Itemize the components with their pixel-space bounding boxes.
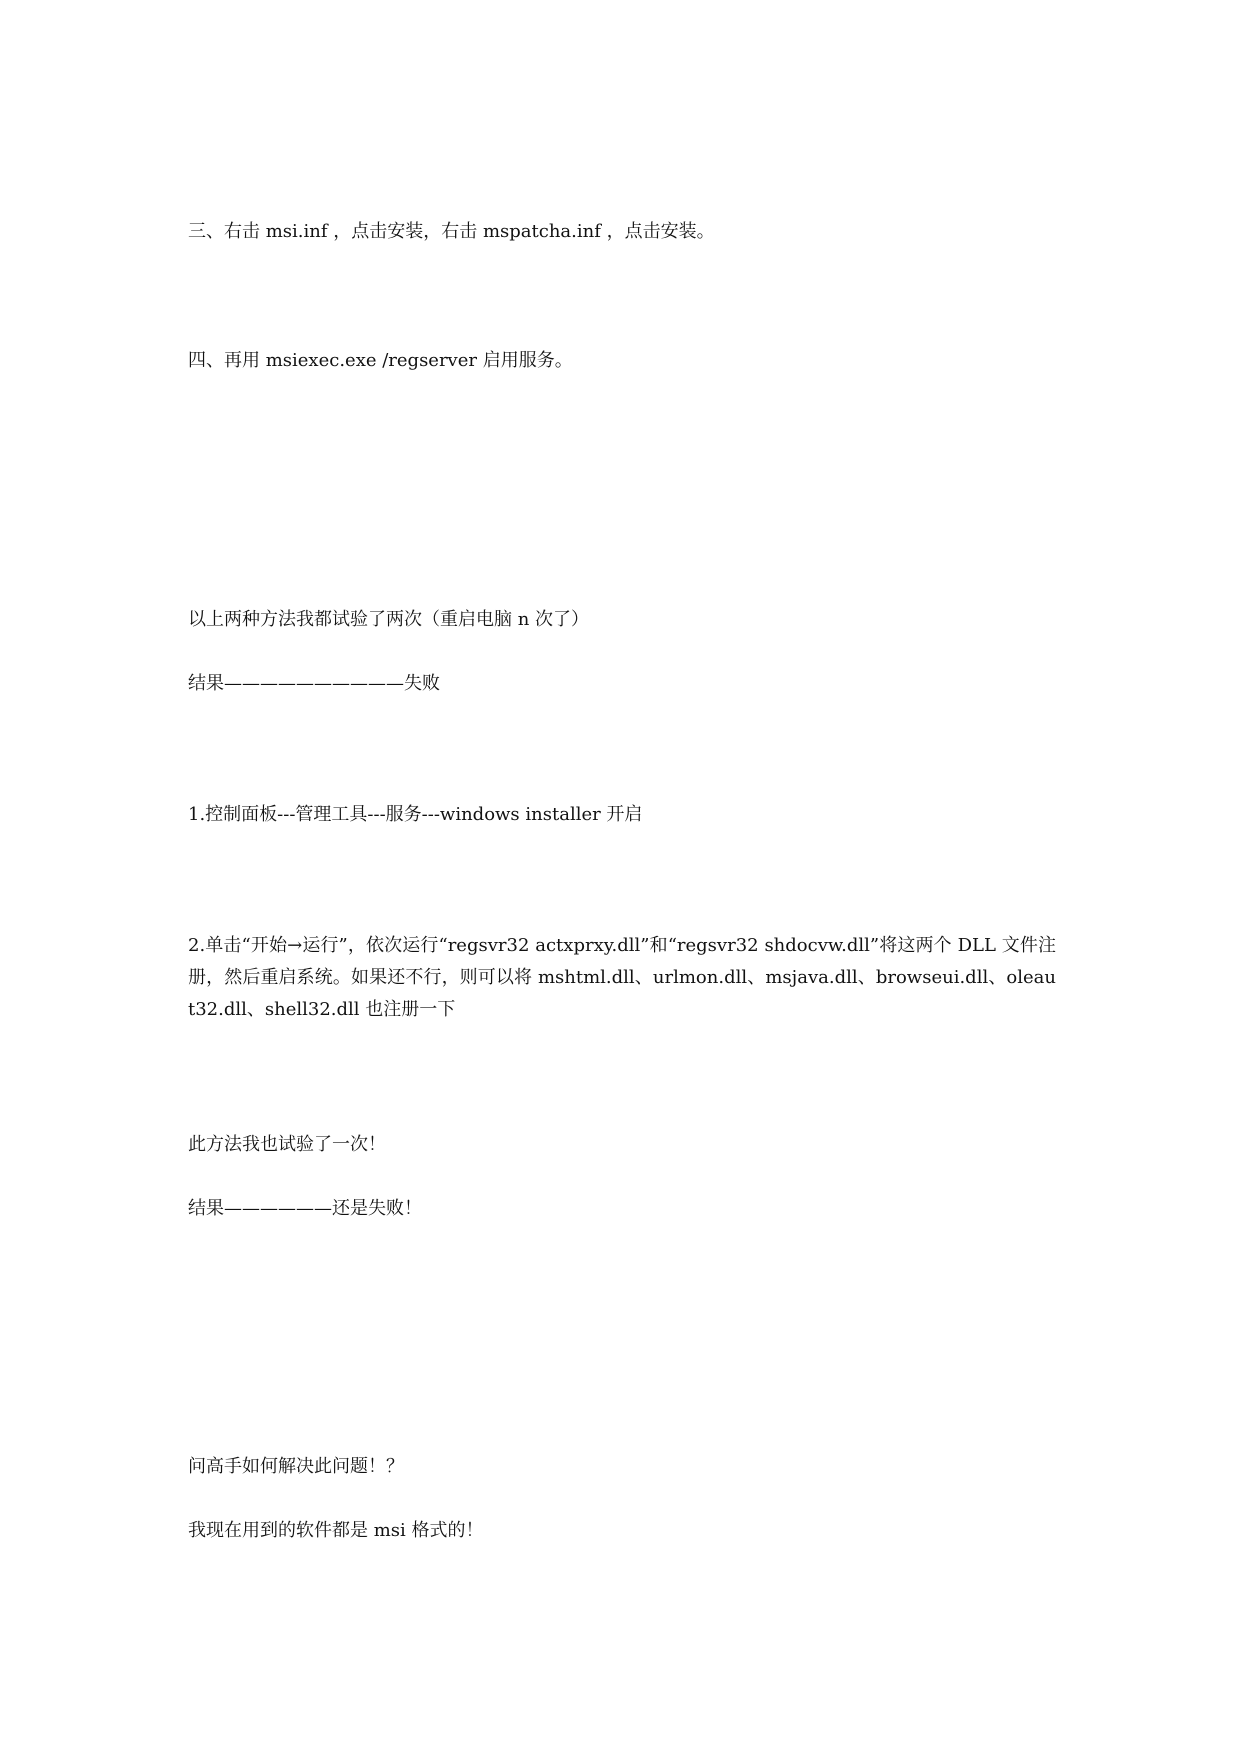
paragraph-tried-once: 此方法我也试验了一次！ bbox=[188, 1134, 386, 1155]
paragraph-question: 问高手如何解决此问题！？ bbox=[188, 1456, 404, 1477]
paragraph-method-two: 2.单击“开始→运行”，依次运行“regsvr32 actxprxy.dll”和“regsvr32 shdocvw.dll”将这两个 DLL 文件注册，然后重启系统。如果还不行，则可以将 mshtml.dll、urlmon.dll、msjava.dll、browseui.dll、oleaut32.dll、shell32.dll 也注册一下 bbox=[188, 935, 1056, 1020]
paragraph-result-still-failed: 结果——————还是失败！ bbox=[188, 1198, 422, 1219]
paragraph-result-failed: 结果——————————失败 bbox=[188, 673, 440, 694]
paragraph-step-three: 三、右击 msi.inf ，点击安装，右击 mspatcha.inf ，点击安装。 bbox=[188, 221, 715, 242]
paragraph-tried-twice: 以上两种方法我都试验了两次（重启电脑 n 次了） bbox=[188, 609, 590, 630]
paragraph-msi-format: 我现在用到的软件都是 msi 格式的！ bbox=[188, 1520, 484, 1541]
paragraph-method-one: 1.控制面板---管理工具---服务---windows installer 开启 bbox=[188, 804, 643, 825]
paragraph-step-four: 四、再用 msiexec.exe /regserver 启用服务。 bbox=[188, 350, 573, 371]
